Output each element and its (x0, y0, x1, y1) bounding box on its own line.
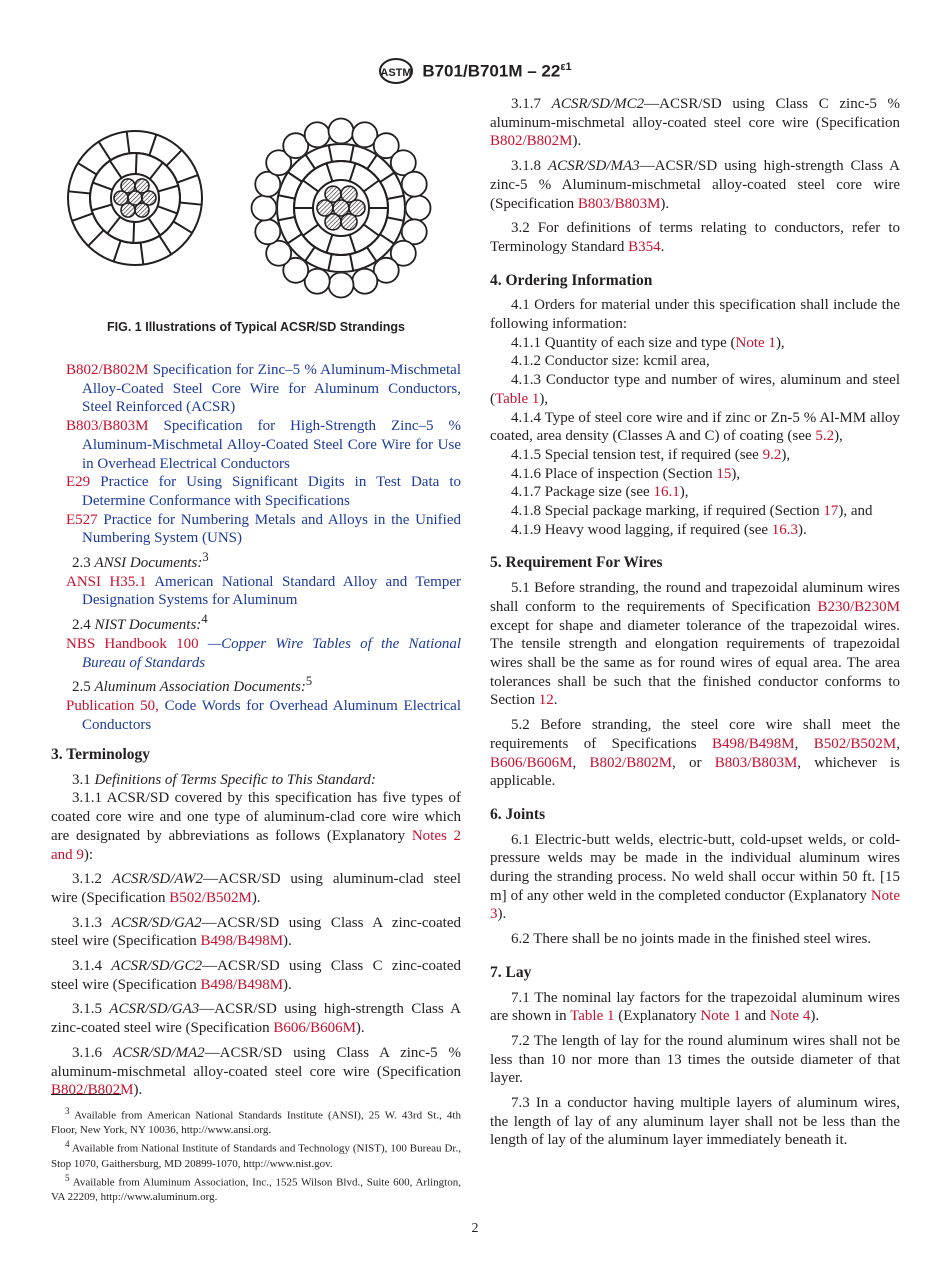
steel-core-wire (135, 179, 149, 193)
round-aluminum-wire (329, 119, 354, 144)
trapezoid-wire-divider (93, 183, 113, 190)
trapezoid-wire-divider (158, 186, 178, 192)
reference-item: E29 Practice for Using Significant Digits in Test Data to Determine Conformance with Specifications (66, 474, 461, 509)
footnotes (51, 1104, 461, 1204)
spec-link[interactable]: B498/B498M (200, 933, 284, 950)
astm-logo-icon (378, 56, 414, 86)
note-link[interactable]: Note 1 (700, 1008, 741, 1025)
trapezoid-wire-divider (114, 241, 121, 262)
section-heading: 7. Lay (490, 963, 532, 981)
spec-link[interactable]: B802/B802M (490, 133, 573, 150)
aa-heading: 2.5 Aluminum Association Documents:$^5$ (72, 674, 313, 696)
terminology-section: 3. Terminology 3.1 Definitions of Terms Specific to This Standard: 3.1.1 ACSR/SD covered by this specification has five types of coated core wire and one type of aluminum-clad core wire which are designated by abbreviations as follows (Explanatory Notes 2 and 9): 3.1.2 ACSR/SD/AW2—ACSR/SD using aluminum-clad steel wire (Specification B502/B502M). 3.1.3 ACSR/SD/GA2—ACSR/SD using Class A zinc-coated steel wire (Specification B498/B498M). 3.1.4 ACSR/SD/GC2—ACSR/SD using Class C zinc-coated steel wire (Specification B498/B498M). 3.1.5 ACSR/SD/GA3—ACSR/SD using high-strength Class A zinc-coated steel wire (Specification B606/B606M). 3.1.6 ACSR/SD/MA2—ACSR/SD using Class A zinc-5 % aluminum-mischmetal alloy-coated steel core wire (Specification B802/B802M). (51, 746, 462, 1099)
right-column: 3.1.7 ACSR/SD/MC2—ACSR/SD using Class C zinc-5 % aluminum-mischmetal alloy-coated steel core wire (Specification B802/B802M). 3.1.8 ACSR/SD/MA3—ACSR/SD using high-strength Class A zinc-5 % Aluminum-mischmetal alloy-coated steel core wire (Specification B803/B803M). 3.2 For definitions of terms relating to conductors, refer to Terminology Standard B354. 4. Ordering Information 4.1 Orders for material under this specification shall include the following information: 4.1.1 Quantity of each size and type (Note 1), 4.1.2 Conductor size: kcmil area, 4.1.3 Conductor type and number of wires, aluminum and steel (Table 1), 4.1.4 Type of steel core wire and if zinc or Zn-5 % Al-MM alloy coated, area density (Classes A and C) of coating (see 5.2), 4.1.5 Special tension test, if required (see 9.2), 4.1.6 Place of inspection (Section 15), 4.1.7 Package size (see 16.1), 4.1.8 Special package marking, if required (Section 17), and 4.1.9 Heavy wood lagging, if required (see 16.3). 5. Requirement For Wires 5.1 Before stranding, the round and trapezoidal aluminum wires shall conform to the requirements of Specification B230/B230M except for shape and diameter tolerance of the trapezoidal wires. The tensile strength and elongation requirements of trapezoidal wires shall be the same as for round wires of equal area. The area tolerances shall be such that the finished conductor conforms to Section 12. 5.2 Before stranding, the steel core wire shall meet the requirements of Specifications B498/B498M, B502/B502M, B606/B606M, B802/B802M, or B803/B803M, whichever is applicable. 6. Joints 6.1 Electric-butt welds, electric-butt, cold-upset welds, or cold-pressure welds may be made in the individual aluminum wires during the stranding process. No weld shall occur within 50 ft. [15 m] of any other weld in the completed conductor (Explanatory Note 3). 6.2 There shall be no joints made in the finished steel wires. 7. Lay 7.1 The nominal lay factors for the trapezoidal aluminum wires are shown in Table 1 (Explanatory Note 1 and Note 4). 7.2 The length of lay for the round aluminum wires shall not be less than 10 nor more than 13 times the outside diameter of that layer. 7.3 In a conductor having multiple layers of aluminum wires, the length of lay of any aluminum layer shall not be less than the length of lay of the aluminum layer immediately beneath it. (490, 96, 901, 1149)
nist-heading: 2.4 NIST Documents:$^4$ (72, 612, 208, 634)
reference-link[interactable]: ANSI H35.1 (66, 573, 147, 590)
steel-core-wire (121, 179, 135, 193)
stranding-right-illustration (252, 119, 431, 298)
reference-link[interactable]: E29 (66, 474, 91, 491)
page-header (0, 56, 950, 91)
standard-designation: $B701/B701M - 22^{\varepsilon 1}$ (422, 60, 572, 81)
section-heading: 6. Joints (490, 805, 546, 823)
reference-item: B803/B803M Specification for High-Strength Zinc–5 % Aluminum-Mischmetal Alloy-Coated Steel Core Wire for Use in Overhead Electrical Conductors (66, 418, 462, 472)
stranding-figure (51, 95, 461, 355)
section-link[interactable]: 16.1 (653, 484, 680, 501)
trapezoid-wire-divider (166, 150, 181, 166)
reference-link[interactable]: NBS Handbook 100 (66, 635, 199, 652)
trapezoid-wire-divider (159, 236, 171, 254)
reference-link[interactable]: Publication 50, (66, 697, 159, 714)
section-link[interactable]: 12 (538, 692, 554, 709)
spec-link[interactable]: B230/B230M (817, 598, 900, 615)
reference-item: ANSI H35.1 American National Standard Alloy and Temper Designation Systems for Aluminum (66, 573, 461, 609)
round-aluminum-wire (305, 122, 330, 147)
spec-link[interactable]: B803/B803M (714, 754, 798, 771)
section-link[interactable]: 16.3 (771, 521, 799, 538)
trapezoid-wire-divider (136, 153, 137, 174)
reference-item: B802/B802M Specification for Zinc–5 % Aluminum-Mischmetal Alloy-Coated Steel Core Wire for Aluminum Conductors, Steel Reinforced (ACSR) (66, 362, 462, 416)
trapezoid-wire-divider (88, 230, 103, 246)
round-aluminum-wire (352, 269, 377, 294)
trapezoid-wire-divider (177, 175, 198, 183)
logo-text: ASTM (380, 67, 412, 79)
table-link[interactable]: Table 1 (495, 390, 540, 407)
reference-link[interactable]: B803/B803M (66, 418, 149, 435)
reference-item: E527 Practice for Numbering Metals and Alloys in the Unified Numbering System (UNS) (66, 511, 461, 547)
trapezoid-wire-divider (68, 191, 90, 193)
reference-item: Publication 50, Code Words for Overhead Aluminum Electrical Conductors (66, 697, 462, 733)
trapezoid-wire-divider (92, 205, 112, 211)
footnote: $^5$ Available from Aluminum Association, Inc., 1525 Wilson Blvd., Suite 600, Arlington, VA 22209, http://www.aluminum.org. (51, 1172, 461, 1203)
spec-link[interactable]: B498/B498M (712, 735, 795, 752)
trapezoid-wire-divider (180, 202, 202, 204)
spec-link[interactable]: B498/B498M (200, 976, 284, 993)
trapezoid-wire-divider (141, 243, 144, 265)
section-heading: 4. Ordering Information (490, 271, 653, 289)
section-link[interactable]: 17 (823, 503, 839, 520)
spec-link[interactable]: B606/B606M (490, 754, 573, 771)
note-link[interactable]: Note 1 (735, 334, 776, 351)
trapezoid-wire-divider (110, 161, 122, 178)
page-number: 2 (471, 1221, 479, 1236)
steel-core-wire (341, 214, 357, 230)
spec-link[interactable]: B802/B802M (51, 1082, 134, 1099)
trapezoid-wire-divider (107, 217, 120, 234)
footnote-rule (51, 1094, 121, 1095)
trapezoid-wire-divider (158, 206, 178, 213)
round-aluminum-wire (402, 172, 427, 197)
trapezoid-wire-divider (148, 218, 160, 235)
trapezoid-wire-divider (99, 142, 111, 160)
section-heading: 5. Requirement For Wires (490, 554, 663, 572)
table-link[interactable]: Table 1 (570, 1008, 615, 1025)
trapezoid-wire-divider (173, 221, 192, 232)
spec-link[interactable]: B803/B803M (577, 195, 661, 212)
spec-link[interactable]: B354 (628, 238, 661, 255)
trapezoid-wire-divider (133, 222, 134, 243)
spec-link[interactable]: B502/B502M (169, 889, 252, 906)
stranding-left-illustration (68, 131, 202, 265)
section-link[interactable]: 5.2 (815, 428, 835, 445)
section-heading: 3. Terminology (51, 746, 151, 763)
reference-link[interactable]: E527 (66, 511, 98, 528)
round-aluminum-wire (329, 273, 354, 298)
steel-core-wire (325, 186, 341, 202)
reference-link[interactable]: B802/B802M (66, 362, 149, 378)
note-link[interactable]: Note 4 (769, 1008, 811, 1025)
trapezoid-wire-divider (150, 163, 163, 180)
footnote: $^3$ Available from American National Standards Institute (ANSI), 25 W. 43rd St., 4th Floor, New York, NY 10036, http://www.ansi.org. (51, 1106, 461, 1137)
notes-link[interactable]: Notes 2 and 9 (51, 827, 462, 863)
round-aluminum-wire (255, 219, 280, 244)
trapezoid-wire-divider (127, 132, 130, 154)
referenced-documents (51, 361, 461, 734)
round-aluminum-wire (406, 196, 431, 221)
trapezoid-wire-divider (149, 134, 156, 155)
steel-core-wire (135, 203, 149, 217)
round-aluminum-wire (252, 196, 277, 221)
note-link[interactable]: Note 3 (490, 887, 900, 923)
ansi-heading: 2.3 ANSI Documents:$^3$ (72, 550, 209, 572)
section-link[interactable]: 9.2 (762, 446, 782, 463)
spec-link[interactable]: B502/B502M (813, 735, 897, 752)
section-link[interactable]: 15 (716, 465, 732, 482)
steel-core-wire (341, 186, 357, 202)
footnote: $^4$ Available from National Institute of Standards and Technology (NIST), 100 Bureau Dr., Stop 1070, Gaithersburg, MD 20899-1070, http://www.nist.gov. (51, 1139, 461, 1170)
spec-link[interactable]: B606/B606M (273, 1020, 356, 1037)
spec-link[interactable]: B802/B802M (589, 754, 673, 771)
reference-item: NBS Handbook 100 —Copper Wire Tables of the National Bureau of Standards (66, 635, 462, 671)
figure-caption: FIG. 1 Illustrations of Typical ACSR/SD Strandings (107, 320, 405, 334)
trapezoid-wire-divider (78, 163, 97, 174)
trapezoid-wire-divider (72, 213, 93, 221)
